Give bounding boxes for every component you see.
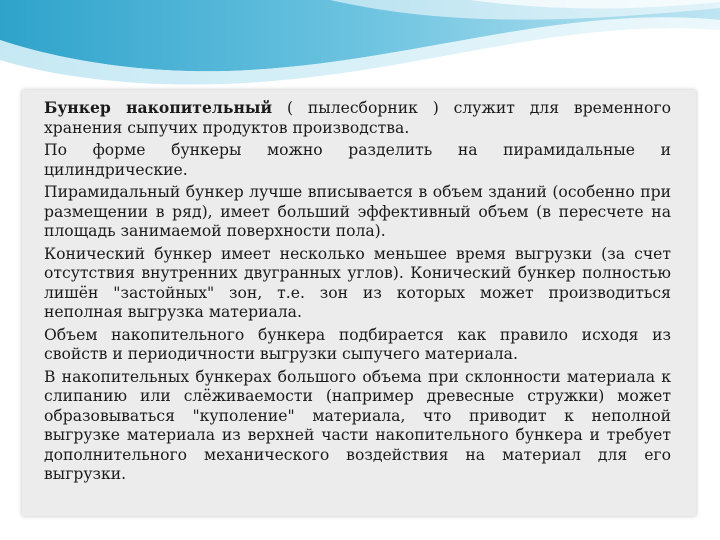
decorative-wave-header	[0, 0, 720, 90]
paragraph-text: ( пылесборник ) служит для временного хранения сыпучих продуктов производства.	[44, 99, 671, 137]
paragraph-1	[44, 98, 671, 138]
paragraph-2: По форме бункеры можно разделить на пирамидальные и цилиндрические.	[44, 141, 671, 179]
paragraph-4: Конический бункер имеет несколько меньшее время выгрузки (за счет отсутствия внутренних двугранных углов). Конический бункер полностью лишён "застойных" зон, т.е. зон из которых может производиться неполная выгрузка материала.	[44, 244, 671, 321]
slide-body-text	[44, 98, 671, 488]
paragraph-5: Объем накопительного бункера подбирается как правило исходя из свойств и периодичности выгрузки сыпучего материала.	[44, 325, 671, 363]
paragraph-6: В накопительных бункерах большого объема при склонности материала к слипанию или слёживаемости (например древесные стружки) может образовываться "куполение" материала, что приводит к неполной выгрузке материала из верхней части накопительного бункера и требует дополнительного механического воздействия на материал для его выгрузки.	[44, 367, 671, 483]
term-bold: Бункер накопительный	[44, 98, 273, 117]
paragraph-3: Пирамидальный бункер лучше вписывается в объем зданий (особенно при размещении в ряд), имеет больший эффективный объем (в пересчете на площадь занимаемой поверхности пола).	[44, 183, 671, 240]
